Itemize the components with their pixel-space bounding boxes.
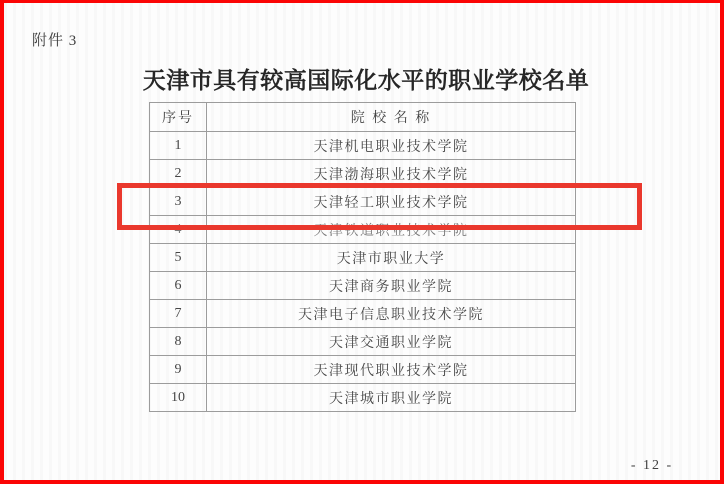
- attachment-label: 附件 3: [32, 33, 78, 49]
- table-header-row: [150, 103, 576, 132]
- school-name: 天津交通职业学院: [207, 328, 576, 356]
- schools-table: [149, 102, 576, 412]
- table-row: [150, 244, 576, 272]
- school-name: 天津城市职业学院: [207, 384, 576, 412]
- row-index: 8: [150, 328, 207, 356]
- row-index: 3: [150, 188, 207, 216]
- table-row: [150, 160, 576, 188]
- table-row: [150, 384, 576, 412]
- table-row: [150, 300, 576, 328]
- school-name: 天津渤海职业技术学院: [207, 160, 576, 188]
- row-index: 10: [150, 384, 207, 412]
- document-title: 天津市具有较高国际化水平的职业学校名单: [142, 68, 590, 93]
- row-index: 9: [150, 356, 207, 384]
- table-header-index: 序号: [150, 103, 207, 132]
- school-name: 天津机电职业技术学院: [207, 132, 576, 160]
- table-row: [150, 216, 576, 244]
- school-name: 天津商务职业学院: [207, 272, 576, 300]
- table-row: [150, 132, 576, 160]
- table-header-name: 院 校 名 称: [207, 103, 576, 132]
- school-name: 天津市职业大学: [207, 244, 576, 272]
- table-row: [150, 356, 576, 384]
- row-index: 1: [150, 132, 207, 160]
- row-index: 7: [150, 300, 207, 328]
- row-index: 6: [150, 272, 207, 300]
- table-row-highlighted: [150, 188, 576, 216]
- table-row: [150, 272, 576, 300]
- school-name: 天津轻工职业技术学院: [207, 188, 576, 216]
- table-row: [150, 328, 576, 356]
- row-index: 4: [150, 216, 207, 244]
- school-name: 天津电子信息职业技术学院: [207, 300, 576, 328]
- school-name: 天津现代职业技术学院: [207, 356, 576, 384]
- school-name: 天津铁道职业技术学院: [207, 216, 576, 244]
- page-number: - 12 -: [630, 458, 674, 473]
- row-index: 2: [150, 160, 207, 188]
- row-index: 5: [150, 244, 207, 272]
